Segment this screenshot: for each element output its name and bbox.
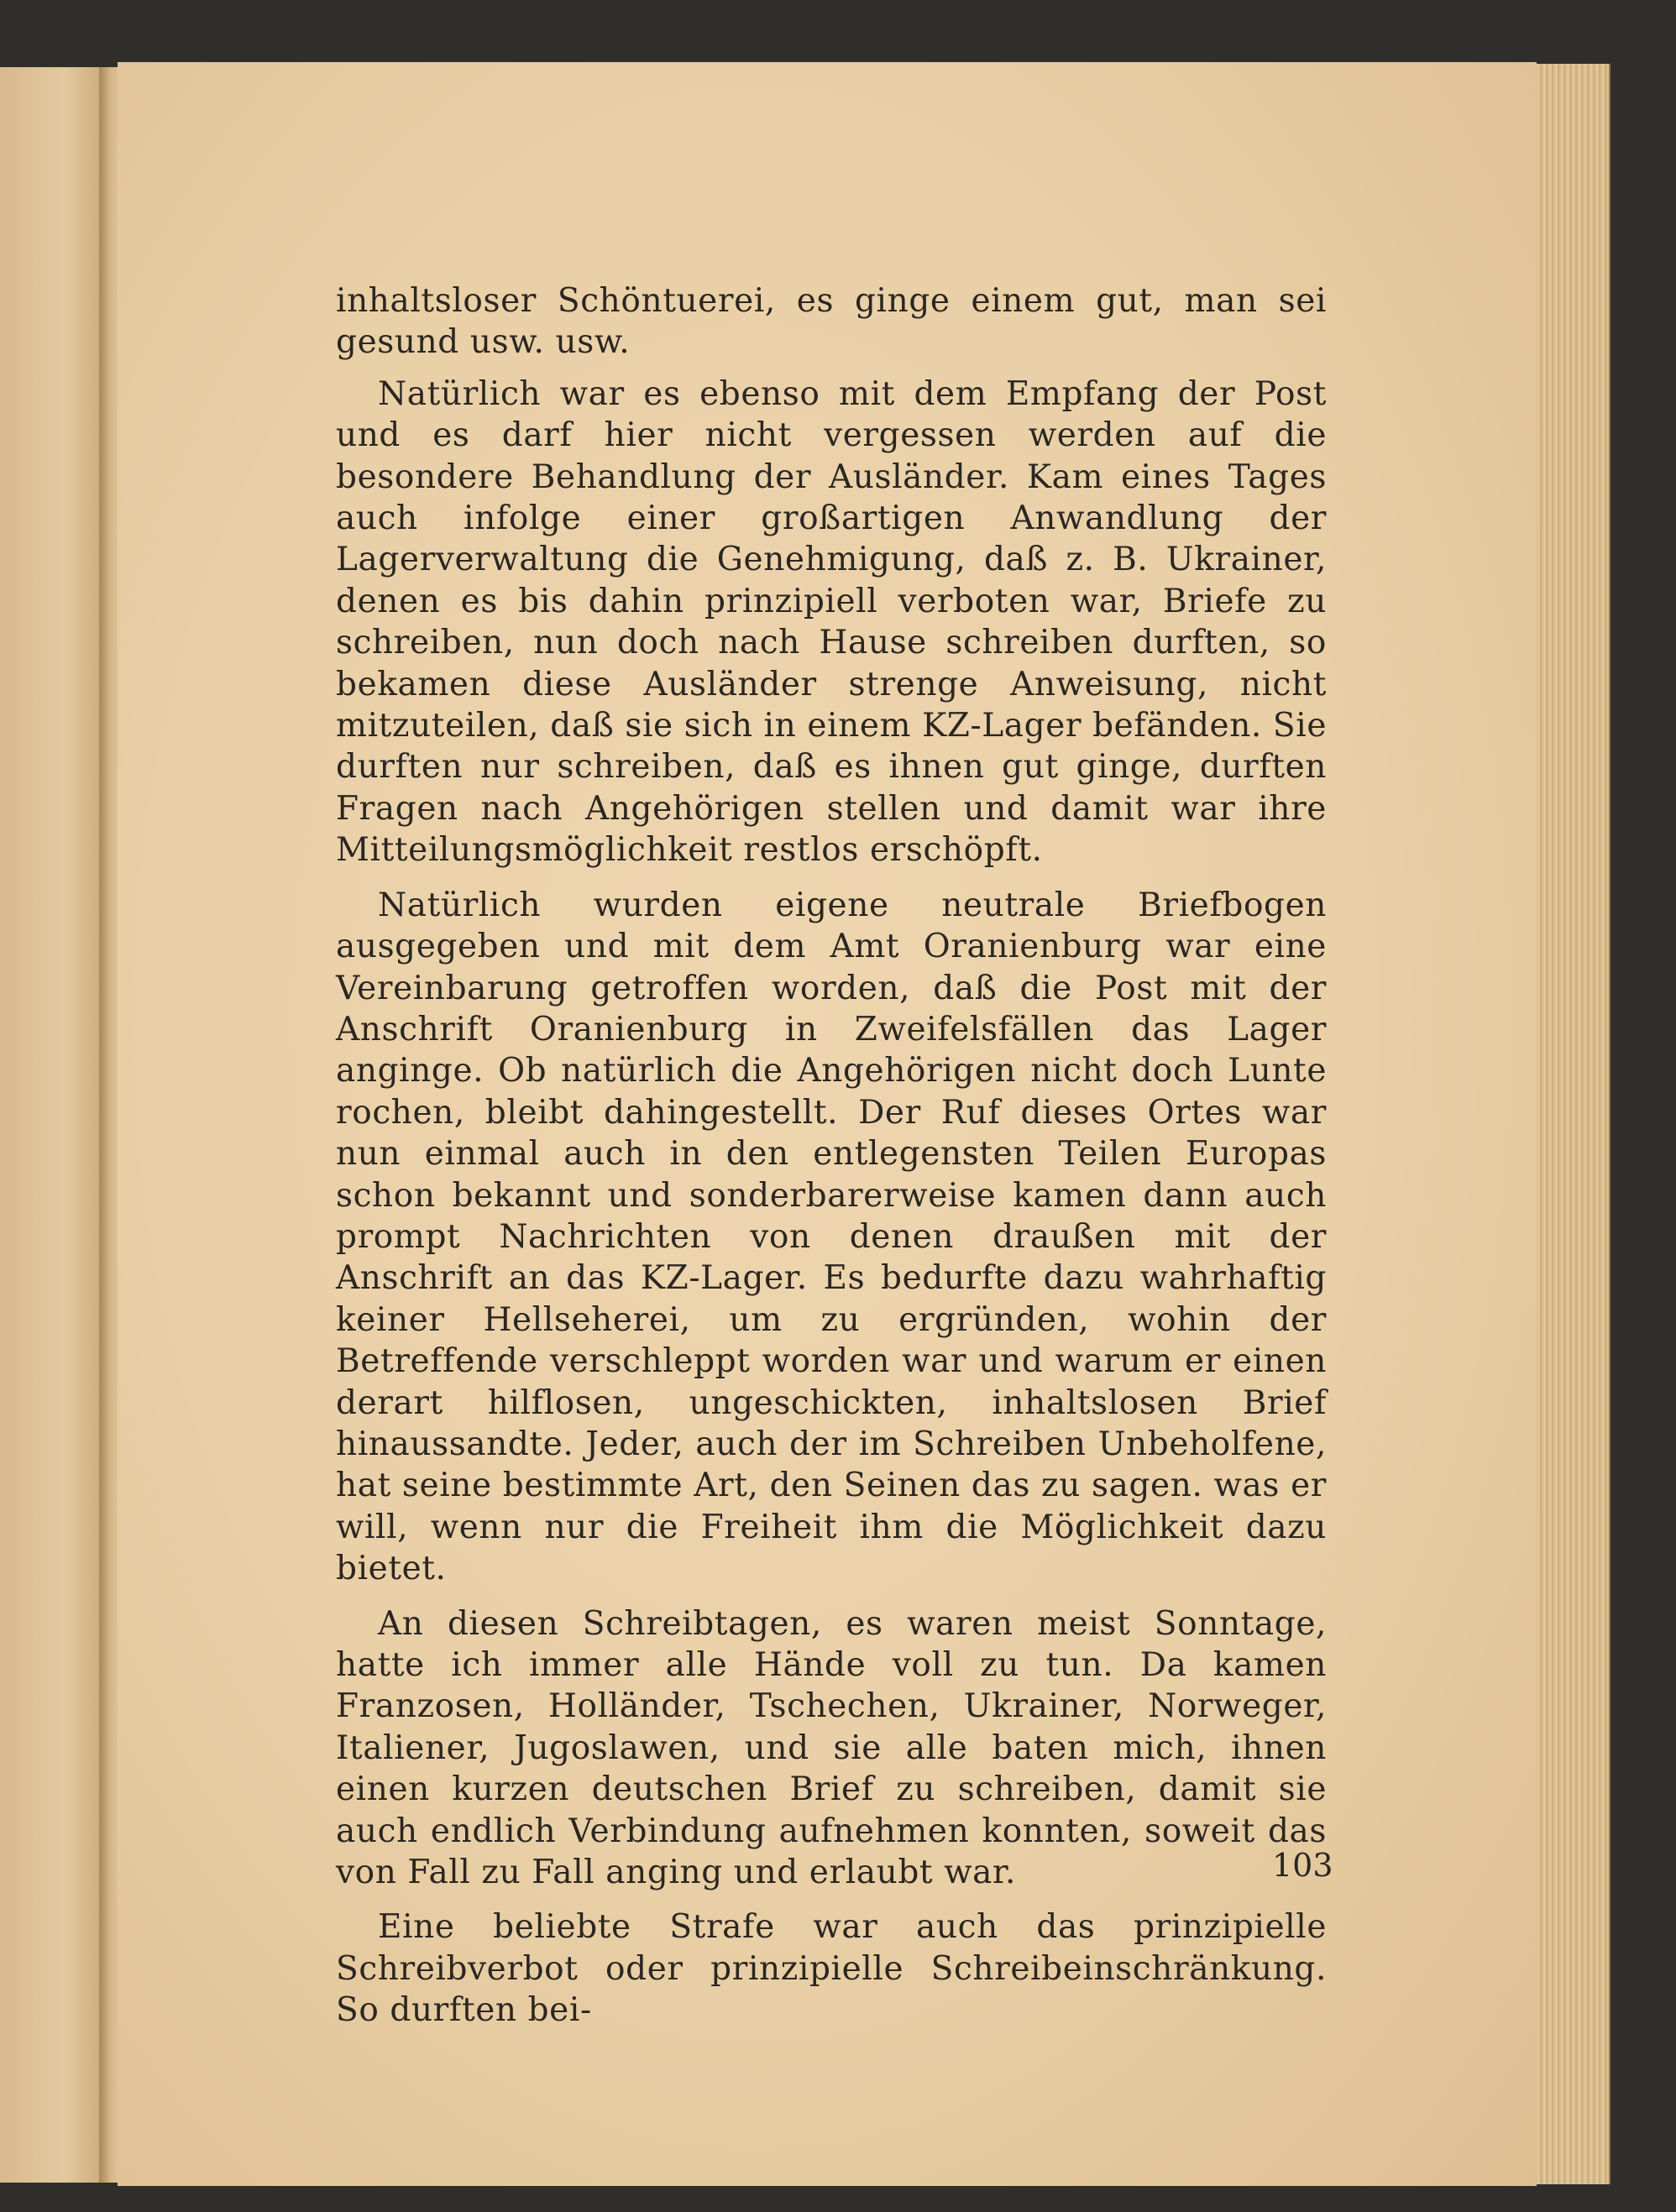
paragraph-4: An diesen Schreibtagen, es waren meist Sonntage, hatte ich immer alle Hände voll zu tun. Da kamen Franzosen, Holländer, Tschechen, Ukrainer, Norweger, Italiener, Jugoslawen, und sie alle baten mich, ihnen einen kurzen deutschen Brief zu schreiben, damit sie auch endlich Verbindung aufnehmen konnten, soweit das von Fall zu Fall anging und erlaubt war.: [336, 1604, 1327, 1892]
paragraph-5: Eine beliebte Strafe war auch das prinzipielle Schreibverbot oder prinzipielle Schreibeinschränkung. So durften bei-: [336, 1908, 1327, 2030]
page-stack-edges: [1537, 64, 1611, 2184]
paragraph-3: Natürlich wurden eigene neutrale Briefbogen ausgegeben und mit dem Amt Oranienburg war eine Vereinbarung getroffen worden, daß die Post mit der Anschrift Oranienburg in Zweifelsfällen das Lager anginge. Ob natürlich die Angehörigen nicht doch Lunte rochen, bleibt dahingestellt. Der Ruf dieses Ortes war nun einmal auch in den entlegensten Teilen Europas schon bekannt und sonderbarerweise kamen dann auch prompt Nachrichten von denen draußen mit der Anschrift an das KZ-Lager. Es bedurfte dazu wahrhaftig keiner Hellseherei, um zu ergründen, wohin der Betreffende verschleppt worden war und warum er einen derart hilflosen, ungeschickten, inhaltslosen Brief hinaussandte. Jeder, auch der im Schreiben Unbeholfene, hat seine bestimmte Art, den Seinen das zu sagen. was er will, wenn nur die Freiheit ihm die Möglichkeit dazu bietet.: [336, 886, 1327, 1588]
body-text: [336, 280, 1333, 2045]
paragraph-2: Natürlich war es ebenso mit dem Empfang der Post und es darf hier nicht vergessen werden auf die besondere Behandlung der Ausländer. Kam eines Tages auch infolge einer großartigen Anwandlung der Lagerverwaltung die Genehmigung, daß z. B. Ukrainer, denen es bis dahin prinzipiell verboten war, Briefe zu schreiben, nun doch nach Hause schreiben durften, so bekamen diese Ausländer strenge Anweisung, nicht mitzuteilen, daß sie sich in einem KZ-Lager befänden. Sie durften nur schreiben, daß es ihnen gut ginge, durften Fragen nach Angehörigen stellen und damit war ihre Mitteilungsmöglichkeit restlos erschöpft.: [336, 374, 1327, 870]
left-page-edge: [0, 67, 107, 2183]
page-number: 103: [1272, 1847, 1333, 1884]
paragraph-1: inhaltsloser Schöntuerei, es ginge einem gut, man sei gesund usw. usw.: [336, 282, 1327, 362]
